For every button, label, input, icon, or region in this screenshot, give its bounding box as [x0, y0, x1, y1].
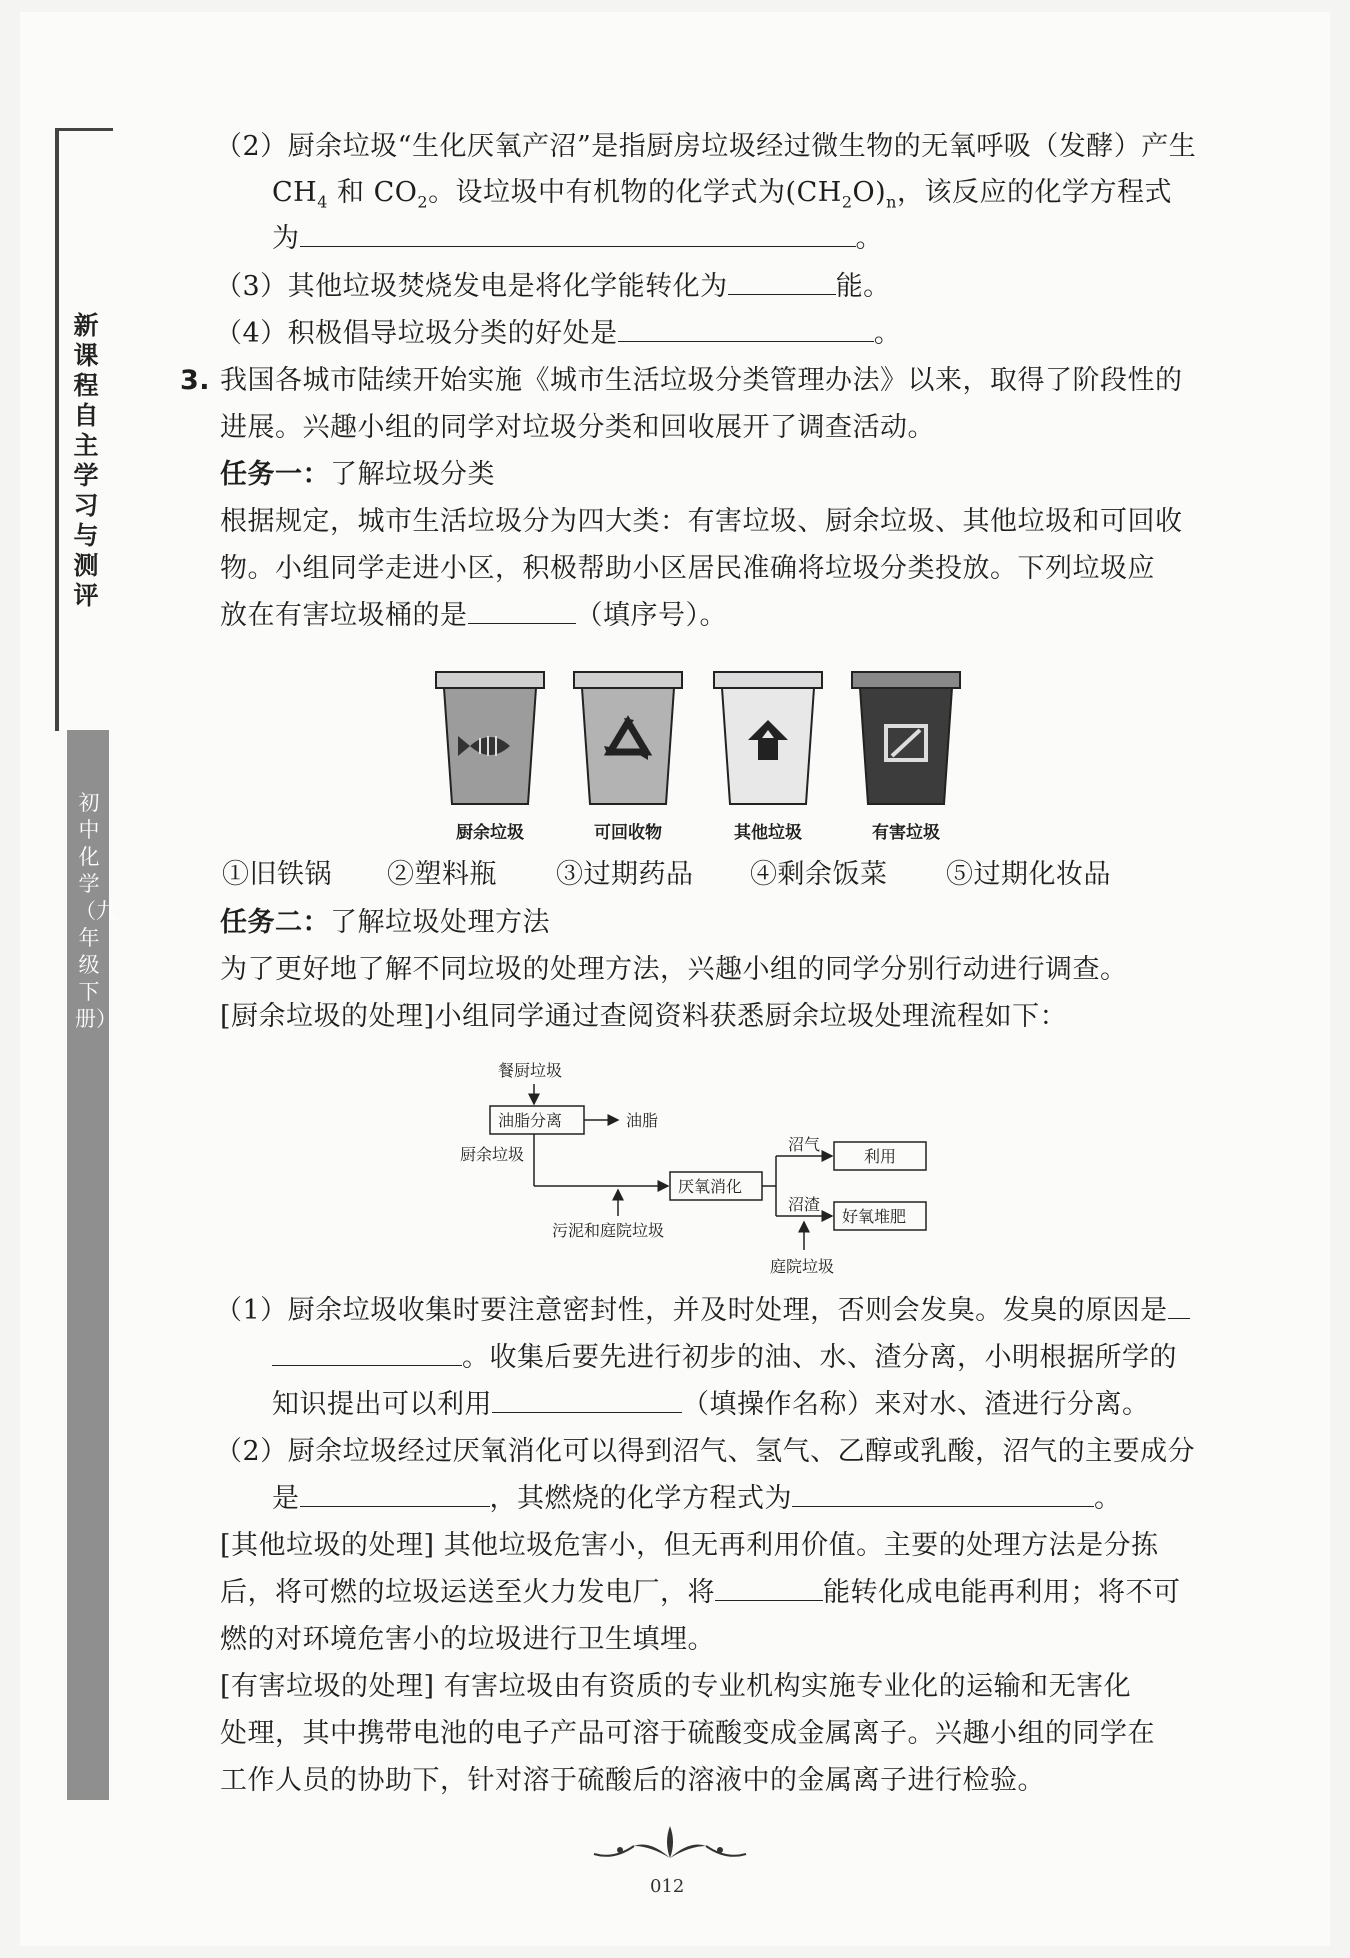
hazardous-line2: 处理，其中携带电池的电子产品可溶于硫酸变成金属离子。兴趣小组的同学在 — [220, 1718, 1155, 1749]
task2-line1: 为了更好地了解不同垃圾的处理方法，兴趣小组的同学分别行动进行调查。 — [220, 954, 1128, 985]
option-1: ①旧铁锅 — [222, 859, 332, 890]
answer-blank-odor-b[interactable] — [272, 1341, 462, 1366]
footer-ornament-icon — [590, 1820, 750, 1870]
flow-box1-label: 油脂分离 — [498, 1111, 563, 1130]
other-waste-line2: 后，将可燃的垃圾运送至火力发电厂，将 能转化成电能再利用；将不可 — [220, 1577, 1181, 1608]
other-waste-line1: [其他垃圾的处理] 其他垃圾危害小，但无再利用价值。主要的处理方法是分拣 — [220, 1530, 1159, 1561]
other-waste-icon — [708, 668, 828, 808]
answer-blank-operation[interactable] — [492, 1388, 682, 1413]
q3-intro-line2: 进展。兴趣小组的同学对垃圾分类和回收展开了调查活动。 — [220, 412, 935, 443]
bin-recyclable — [568, 668, 688, 843]
page-number: 012 — [650, 1876, 685, 1897]
sub1-line2: 。收集后要先进行初步的油、水、渣分离，小明根据所学的 — [272, 1341, 1177, 1375]
flow-oil-label: 油脂 — [626, 1111, 659, 1130]
sub1-line1: （1）厨余垃圾收集时要注意密封性，并及时处理，否则会发臭。发臭的原因是 — [215, 1294, 1190, 1328]
answer-blank-odor-a[interactable] — [1168, 1294, 1190, 1319]
task1-heading: 任务一：了解垃圾分类 — [220, 459, 495, 490]
flow-input-label: 餐厨垃圾 — [498, 1061, 563, 1080]
task1-line1: 根据规定，城市生活垃圾分为四大类：有害垃圾、厨余垃圾、其他垃圾和可回收 — [220, 506, 1183, 537]
flow-kitchen-waste-label: 厨余垃圾 — [460, 1145, 525, 1164]
option-2: ②塑料瓶 — [387, 859, 497, 890]
kitchen-waste-flowchart — [440, 1050, 960, 1280]
bin-label: 有害垃圾 — [872, 823, 940, 843]
sub1-line3: 知识提出可以利用 （填操作名称）来对水、渣进行分离。 — [272, 1389, 1150, 1420]
answer-blank-hazardous[interactable] — [468, 599, 576, 624]
hazardous-icon — [846, 668, 966, 808]
q3-intro-line1: 我国各城市陆续开始实施《城市生活垃圾分类管理办法》以来，取得了阶段性的 — [220, 365, 1183, 396]
bin-label: 其他垃圾 — [734, 823, 802, 843]
sub2-line2: 是 ，其燃烧的化学方程式为 。 — [272, 1483, 1122, 1514]
answer-blank-equation[interactable] — [300, 222, 856, 247]
question-3-number: 3. — [180, 365, 211, 396]
option-3: ③过期药品 — [556, 859, 694, 890]
sidebar-subject-tab — [67, 730, 117, 1800]
bin-label: 可回收物 — [594, 823, 662, 843]
bin-other-waste — [708, 668, 828, 843]
task2-line2: [厨余垃圾的处理]小组同学通过查阅资料获悉厨余垃圾处理流程如下： — [220, 1001, 1068, 1032]
q2-part2-line3: 为 。 — [272, 223, 883, 254]
answer-blank-energy-form[interactable] — [715, 1576, 823, 1601]
q2-part2-line1: （2）厨余垃圾“生化厌氧产沼”是指厨房垃圾经过微生物的无氧呼吸（发酵）产生 — [215, 131, 1197, 162]
sidebar-series-tab — [55, 128, 113, 731]
bin-kitchen-waste — [430, 668, 550, 843]
flow-box4-label: 好氧堆肥 — [842, 1207, 907, 1226]
flow-biogas-label: 沼气 — [788, 1135, 821, 1154]
bin-hazardous — [846, 668, 966, 843]
task2-heading: 任务二：了解垃圾处理方法 — [220, 907, 550, 938]
hazardous-line3: 工作人员的协助下，针对溶于硫酸后的溶液中的金属离子进行检验。 — [220, 1765, 1045, 1796]
answer-blank-energy[interactable] — [728, 270, 836, 295]
series-title: 新课程自主学习与测评 — [73, 311, 99, 610]
flow-box3-label: 利用 — [864, 1147, 897, 1166]
subject-title: 初中化学（九年级下册） — [75, 791, 117, 1031]
bin-label: 厨余垃圾 — [456, 823, 524, 843]
q2-part3: （3）其他垃圾焚烧发电是将化学能转化为 能。 — [215, 271, 891, 302]
option-4: ④剩余饭菜 — [750, 859, 888, 890]
sub2-line1: （2）厨余垃圾经过厌氧消化可以得到沼气、氢气、乙醇或乳酸，沼气的主要成分 — [215, 1436, 1196, 1467]
answer-blank-benefit[interactable] — [618, 317, 874, 342]
task1-line3: 放在有害垃圾桶的是 （填序号）。 — [220, 600, 727, 631]
flow-yard-waste-label: 庭院垃圾 — [770, 1257, 835, 1276]
option-5: ⑤过期化妆品 — [946, 859, 1111, 890]
fish-bone-icon — [430, 668, 550, 808]
task1-line2: 物。小组同学走进小区，积极帮助小区居民准确将垃圾分类投放。下列垃圾应 — [220, 553, 1155, 584]
recycle-icon — [568, 668, 688, 808]
flow-box2-label: 厌氧消化 — [678, 1177, 743, 1196]
answer-blank-biogas[interactable] — [300, 1482, 490, 1507]
q2-part2-line2: $CH_4$ 和 $CO_2$。设垃圾中有机物的化学式为$(CH_2O)_n$，该反应的化学方程式 — [272, 177, 1172, 212]
flow-sludge-label: 污泥和庭院垃圾 — [552, 1221, 665, 1240]
answer-blank-combustion[interactable] — [792, 1482, 1094, 1507]
flow-residue-label: 沼渣 — [788, 1195, 821, 1214]
other-waste-line3: 燃的对环境危害小的垃圾进行卫生填埋。 — [220, 1624, 715, 1655]
hazardous-line1: [有害垃圾的处理] 有害垃圾由有资质的专业机构实施专业化的运输和无害化 — [220, 1671, 1132, 1702]
q2-part4: （4）积极倡导垃圾分类的好处是 。 — [215, 318, 902, 349]
